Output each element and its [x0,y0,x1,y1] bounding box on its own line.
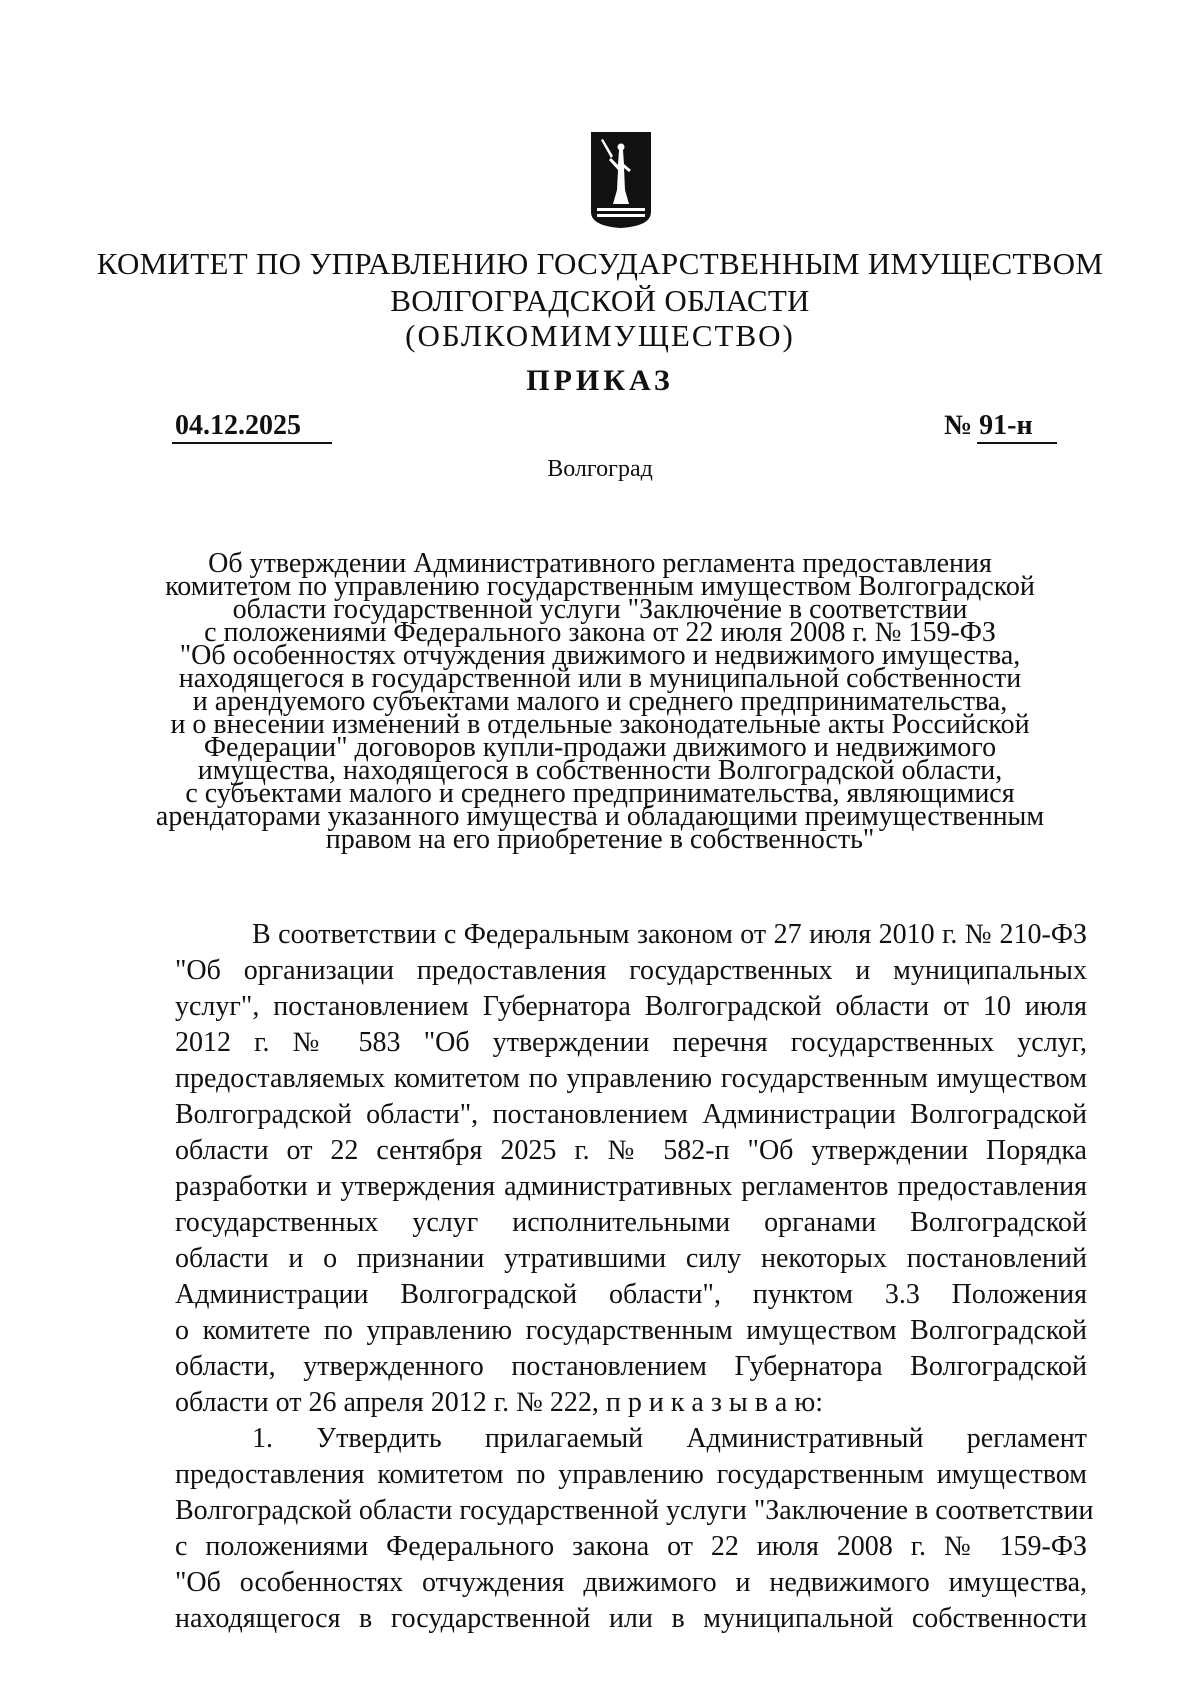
body-line: 1. Утвердить прилагаемый Административный регламент [252,1423,1087,1454]
number-underline [977,442,1057,444]
subject-line: и о внесении изменений в отдельные законодательные акты Российской [170,709,1030,740]
org-name-line-1: КОМИТЕТ ПО УПРАВЛЕНИЮ ГОСУДАРСТВЕННЫМ ИМУЩЕСТВОМ [96,246,1104,281]
body-line: разработки и утверждения административных регламентов предоставления [175,1171,1087,1202]
document-type: ПРИКАЗ [526,364,674,397]
document-body [175,917,1094,1637]
org-short-name: (ОБЛКОМИМУЩЕСТВО) [405,318,795,353]
subject-line: правом на его приобретение в собственность" [325,824,875,855]
date-underline [172,442,332,444]
body-line: области от 26 апреля 2012 г. № 222, п р и к а з ы в а ю: [175,1387,824,1418]
body-line: находящегося в государственной или в муниципальной собственности [175,1603,1087,1634]
org-name-line-2: ВОЛГОГРАДСКОЙ ОБЛАСТИ [390,283,810,318]
body-line: области и о признании утратившими силу некоторых постановлений [175,1243,1087,1274]
city: Волгоград [547,456,653,482]
body-line: Волгоградской области", постановлением Администрации Волгоградской [175,1099,1087,1130]
body-line: государственных услуг исполнительными органами Волгоградской [175,1207,1087,1238]
coat-of-arms-icon [589,130,653,230]
subject-line: комитетом по управлению государственным имуществом Волгоградской [165,571,1035,602]
body-line: 2012 г. № 583 "Об утверждении перечня государственных услуг, [175,1027,1087,1058]
body-line: предоставляемых комитетом по управлению государственным имуществом [175,1063,1087,1094]
subject-line: имущества, находящегося в собственности Волгоградской области, [197,755,1003,786]
body-line: о комитете по управлению государственным имуществом Волгоградской [175,1315,1087,1346]
body-line: области от 22 сентября 2025 г. № 582-п "Об утверждении Порядка [175,1135,1087,1166]
document-date: 04.12.2025 [175,410,301,441]
subject-line: арендаторами указанного имущества и обладающими преимущественным [155,801,1045,832]
body-line: области, утвержденного постановлением Губернатора Волгоградской [175,1351,1087,1382]
body-line: "Об организации предоставления государственных и муниципальных [175,955,1087,986]
document-subject [150,548,1050,855]
subject-line: Федерации" договоров купли-продажи движимого и недвижимого [203,732,997,763]
body-line: Администрации Волгоградской области", пунктом 3.3 Положения [175,1279,1087,1310]
body-line: услуг", постановлением Губернатора Волгоградской области от 10 июля [175,991,1087,1022]
subject-line: "Об особенностях отчуждения движимого и недвижимого имущества, [179,640,1021,671]
subject-line: области государственной услуги "Заключение в соответствии [232,594,968,625]
subject-line: с положениями Федерального закона от 22 июля 2008 г. № 159-ФЗ [204,617,996,648]
body-line: Волгоградской области государственной услуги "Заключение в соответствии [175,1495,1094,1526]
body-line: В соответствии с Федеральным законом от 27 июля 2010 г. № 210-ФЗ [252,919,1087,950]
body-line: "Об особенностях отчуждения движимого и недвижимого имущества, [175,1567,1087,1598]
subject-line: и арендуемого субъектами малого и среднего предпринимательства, [192,686,1008,717]
subject-line: Об утверждении Административного регламента предоставления [208,548,992,579]
document-number: № 91-н [944,410,1033,441]
subject-line: находящегося в государственной или в муниципальной собственности [178,663,1022,694]
subject-line: с субъектами малого и среднего предпринимательства, являющимися [185,778,1015,809]
body-line: предоставления комитетом по управлению государственным имуществом [175,1459,1087,1490]
body-line: с положениями Федерального закона от 22 июля 2008 г. № 159-ФЗ [175,1531,1087,1562]
